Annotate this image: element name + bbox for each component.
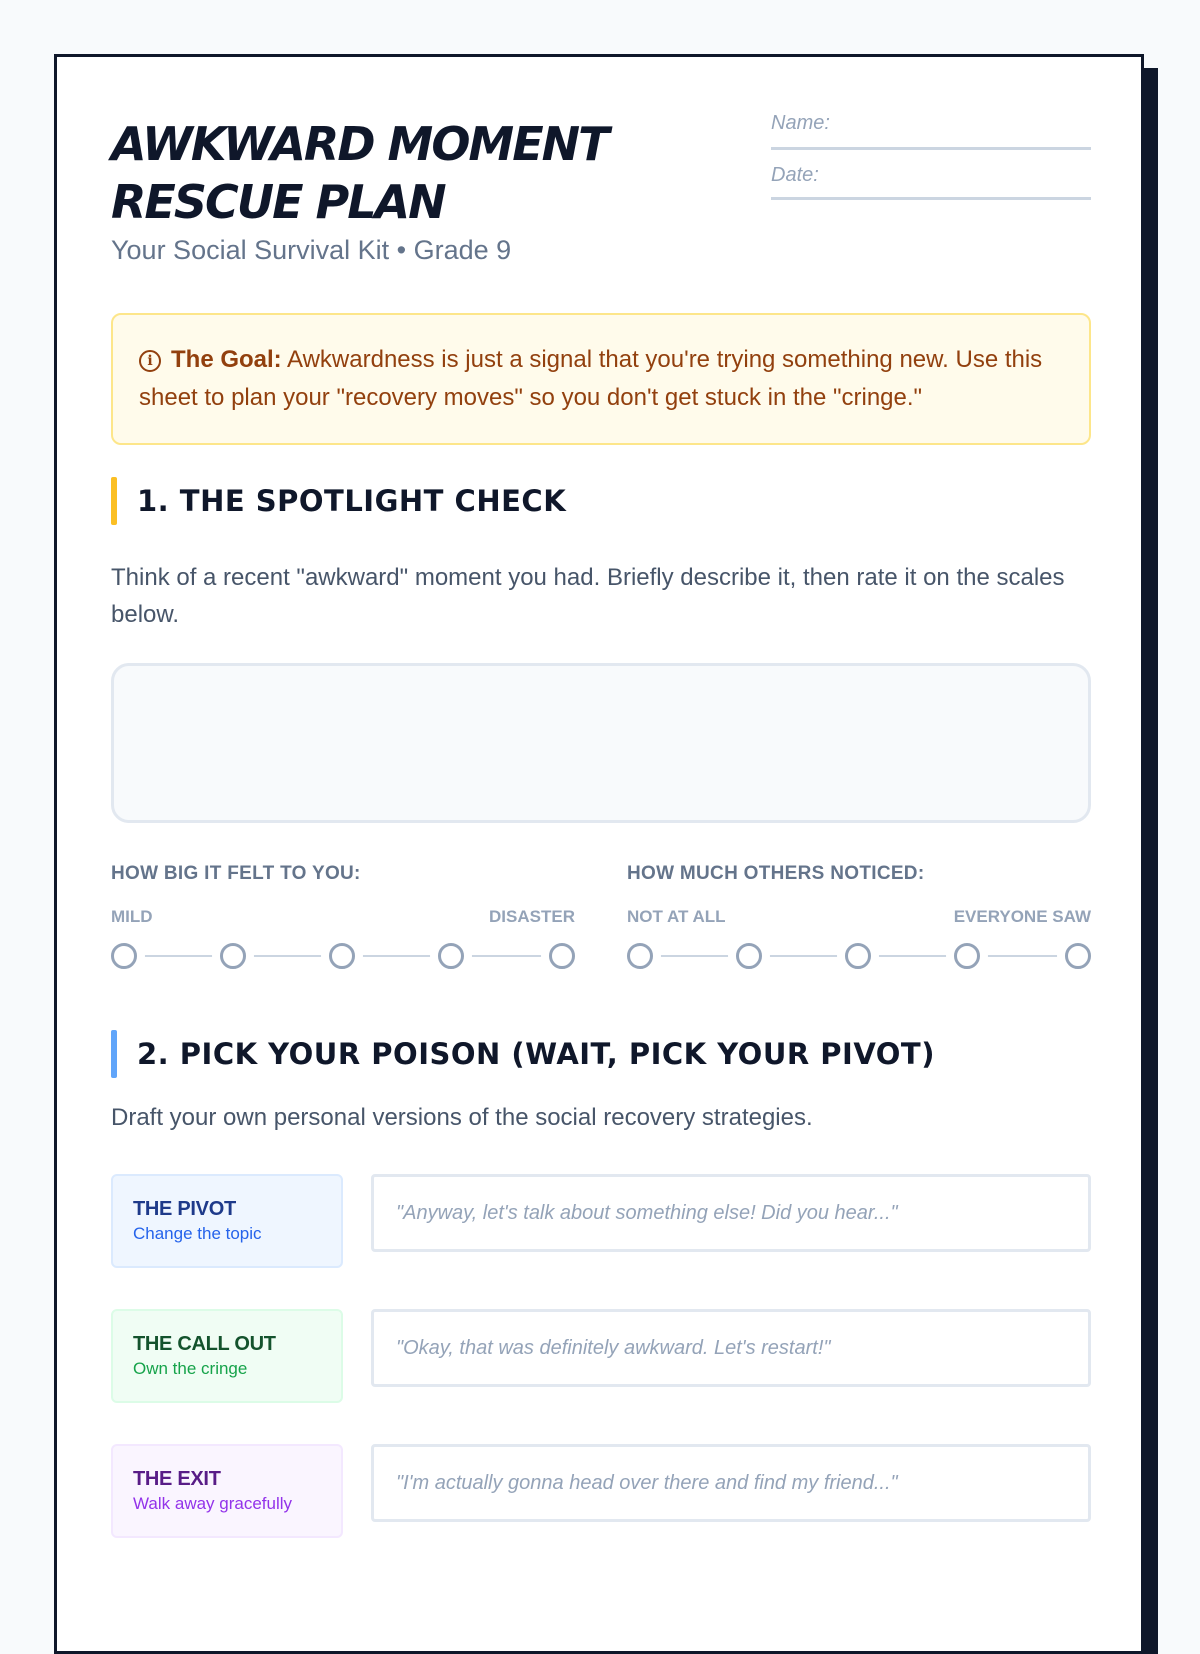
scale-endpoints xyxy=(627,907,1091,933)
section-1-title: 1. THE SPOTLIGHT CHECK xyxy=(137,484,567,518)
title-line-1: AWKWARD MOMENT xyxy=(111,117,608,171)
strategy-tag xyxy=(111,1174,343,1268)
title-line-2: RESCUE PLAN xyxy=(111,175,445,229)
page-subtitle: Your Social Survival Kit • Grade 9 xyxy=(111,235,512,265)
rating-option-1[interactable] xyxy=(111,943,137,969)
section-2-accent-bar xyxy=(111,1030,117,1078)
rating-option-1[interactable] xyxy=(627,943,653,969)
scale-title: HOW BIG IT FELT TO YOU: xyxy=(111,863,361,884)
page-title xyxy=(111,115,751,231)
worksheet-page xyxy=(54,54,1144,1654)
strategy-tag xyxy=(111,1444,343,1538)
rating-option-3[interactable] xyxy=(845,943,871,969)
strategy-tag xyxy=(111,1309,343,1403)
student-info xyxy=(771,112,1091,202)
section-1-accent-bar xyxy=(111,477,117,525)
strategy-answer-input[interactable]: "Okay, that was definitely awkward. Let's restart!" xyxy=(371,1309,1091,1387)
section-1-description: Think of a recent "awkward" moment you had. Briefly describe it, then rate it on the scales below. xyxy=(111,564,1065,628)
scale-low-label: NOT AT ALL xyxy=(627,907,726,926)
strategy-subtitle: Change the topic xyxy=(133,1224,262,1243)
strategy-row-call-out xyxy=(111,1309,1091,1403)
goal-text: Awkwardness is just a signal that you're trying something new. Use this sheet to plan your "recovery moves" so you don't get stuck in the "cringe." xyxy=(139,346,1043,411)
moment-description-input[interactable] xyxy=(111,663,1091,823)
felt-size-scale xyxy=(111,857,575,971)
rating-option-4[interactable] xyxy=(954,943,980,969)
date-field[interactable] xyxy=(771,152,1091,200)
rating-track xyxy=(627,941,1091,971)
strategy-answer-input[interactable]: "Anyway, let's talk about something else! Did you hear..." xyxy=(371,1174,1091,1252)
strategy-subtitle: Walk away gracefully xyxy=(133,1494,293,1513)
strategy-answer-input[interactable]: "I'm actually gonna head over there and find my friend..." xyxy=(371,1444,1091,1522)
strategy-subtitle: Own the cringe xyxy=(133,1359,248,1378)
rating-option-5[interactable] xyxy=(549,943,575,969)
section-2-title: 2. PICK YOUR POISON (WAIT, PICK YOUR PIVOT) xyxy=(137,1037,935,1071)
info-icon: i xyxy=(139,350,161,372)
scale-high-label: EVERYONE SAW xyxy=(953,907,1091,926)
scale-endpoints xyxy=(111,907,575,933)
strategy-row-exit xyxy=(111,1444,1091,1538)
name-field[interactable] xyxy=(771,112,1091,150)
date-label: Date: xyxy=(771,164,819,186)
rating-option-2[interactable] xyxy=(736,943,762,969)
rating-option-3[interactable] xyxy=(329,943,355,969)
scale-high-label: DISASTER xyxy=(489,907,575,926)
rating-option-5[interactable] xyxy=(1065,943,1091,969)
rating-track xyxy=(111,941,575,971)
name-label: Name: xyxy=(771,112,830,134)
strategy-name: THE EXIT xyxy=(133,1468,221,1490)
rating-option-2[interactable] xyxy=(220,943,246,969)
scale-low-label: MILD xyxy=(111,907,153,926)
scale-title: HOW MUCH OTHERS NOTICED: xyxy=(627,863,925,884)
strategy-name: THE CALL OUT xyxy=(133,1333,276,1355)
strategy-name: THE PIVOT xyxy=(133,1198,236,1220)
section-2-heading xyxy=(111,1030,1091,1078)
goal-label: The Goal: xyxy=(171,346,282,373)
others-noticed-scale xyxy=(627,857,1091,971)
strategy-row-pivot xyxy=(111,1174,1091,1268)
rating-option-4[interactable] xyxy=(438,943,464,969)
goal-callout xyxy=(111,313,1091,445)
section-1-heading xyxy=(111,477,1091,525)
section-2-description: Draft your own personal versions of the social recovery strategies. xyxy=(111,1104,813,1131)
